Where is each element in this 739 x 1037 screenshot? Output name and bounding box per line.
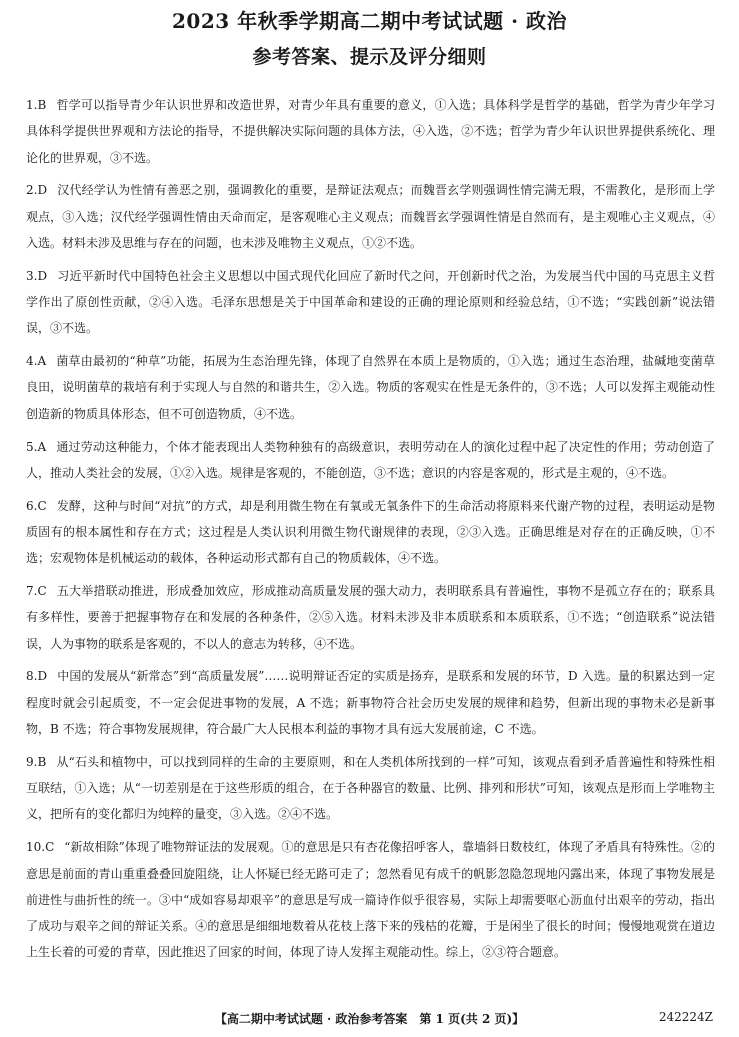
answer-item bbox=[26, 493, 715, 572]
answer-item bbox=[26, 578, 715, 657]
answer-item bbox=[26, 177, 715, 256]
answer-number: 8.D bbox=[26, 669, 48, 684]
answer-explanation: 菌草由最初的“种草”功能，拓展为生态治理先锋，体现了自然界在本质上是物质的，①入选；通过生态治理，盐碱地变菌草良田，说明菌草的栽培有利于实现人与自然的和谐共生，②入选。物质的客观实在性是无条件的，③不选；人可以发挥主观能动性创造新的物质具体形态，但不可创造物质，④不选。 bbox=[26, 354, 715, 421]
page-title: 2023 年秋季学期高二期中考试试题 · 政治 bbox=[171, 9, 567, 33]
page-subtitle: 参考答案、提示及评分细则 bbox=[252, 46, 487, 68]
answer-number: 2.D bbox=[26, 183, 48, 198]
answer-explanation: 哲学可以指导青少年认识世界和改造世界，对青少年具有重要的意义，①入选；具体科学是哲学的基础，哲学为青少年学习具体科学提供世界观和方法论的指导，不提供解决实际问题的具体方法，④入选，②不选；哲学为青少年认识世界提供系统化、理论化的世界观，③不选。 bbox=[26, 98, 715, 165]
footer-label: 【高二期中考试试题 · 政治参考答案 第 1 页(共 2 页)】 bbox=[214, 1012, 525, 1026]
answer-item bbox=[26, 263, 715, 342]
answer-item bbox=[26, 434, 715, 487]
answer-item bbox=[26, 348, 715, 427]
answer-explanation: 从“石头和植物中，可以找到同样的生命的主要原则，和在人类机体所找到的一样”可知，该观点看到矛盾普遍性和特殊性相互联结，①入选；从“一切差别是在于这些形质的组合，在于各种器官的数量、比例、排列和形状”可知，该观点是形而上学唯物主义，把所有的变化都归为纯粹的量变，③入选。②④不选。 bbox=[26, 754, 715, 822]
answer-number: 4.A bbox=[26, 354, 47, 369]
answer-item bbox=[26, 749, 715, 828]
answer-explanation: 五大举措联动推进，形成叠加效应，形成推动高质量发展的强大动力，表明联系具有普遍性，事物不是孤立存在的；联系具有多样性，要善于把握事物存在和发展的各种条件，②⑤入选。材料未涉及非本质联系和本质联系，①不选；“创造联系”说法错误，人为事物的联系是客观的，不以人的意志为转移，④不选。 bbox=[26, 584, 715, 651]
answer-explanation: 中国的发展从“新常态”到“高质量发展”……说明辩证否定的实质是扬弃，是联系和发展的环节，D 入选。量的积累达到一定程度时就会引起质变，不一定会促进事物的发展，A 不选；新事物符合社会历史发展的规律和趋势，但新出现的事物未必是新事物，B 不选；符合事物发展规律，符合最广大人民根本利益的事物才具有远大发展前途，C 不选。 bbox=[26, 669, 715, 737]
answer-number: 1.B bbox=[26, 98, 47, 112]
answer-explanation: 通过劳动这种能力，个体才能表现出人类物种独有的高级意识，表明劳动在人的演化过程中起了决定性的作用；劳动创造了人，推动人类社会的发展，①②入选。规律是客观的，不能创造，③不选；意识的内容是客观的，形式是主观的，④不选。 bbox=[26, 439, 715, 480]
page-footer bbox=[0, 1010, 739, 1030]
answer-item bbox=[26, 663, 715, 742]
answer-number: 3.D bbox=[26, 268, 48, 283]
answer-explanation: “新故相除”体现了唯物辩证法的发展观。①的意思是只有杏花像招呼客人，靠墙斜日数枝红，体现了矛盾具有特殊性。②的意思是前面的青山重重叠叠回旋阻绕，让人怀疑已经无路可走了；忽然看见有成千的帆影忽隐忽现地闪露出来，体现了事物发展是前进性与曲折性的统一。③中“成如容易却艰辛”的意思是写成一篇诗作似乎很容易，实际上却需要呕心沥血付出艰辛的劳动，指出了成功与艰辛之间的辩证关系。④的意思是细细地数着从花枝上落下来的残枯的花瓣，于是闲坐了很长的时间；慢慢地观赏在道边上生长着的可爱的青草，因此推迟了回家的时间，体现了诗人发挥主观能动性。综上，②③符合题意。 bbox=[26, 840, 715, 960]
document-code: 242224Z bbox=[658, 1010, 713, 1024]
answer-number: 9.B bbox=[26, 754, 47, 769]
answer-item bbox=[26, 834, 715, 965]
answer-explanation: 汉代经学认为性情有善恶之别，强调教化的重要，是辩证法观点；而魏晋玄学则强调性情完满无瑕，不需教化，是形而上学观点，③入选；汉代经学强调性情由天命而定，是客观唯心主义观点；而魏晋玄学强调性情是自然而有，是主观唯心主义观点，④入选。材料未涉及思维与存在的问题，也未涉及唯物主义观点，①②不选。 bbox=[26, 183, 715, 250]
answer-number: 10.C bbox=[26, 840, 55, 855]
answer-number: 5.A bbox=[26, 439, 47, 454]
answer-explanation: 发酵，这种与时间“对抗”的方式，却是利用微生物在有氧或无氧条件下的生命活动将原料来代谢产物的过程，表明运动是物质固有的根本属性和存在方式；这过程是人类认识利用微生物代谢规律的表现，②③入选。正确思维是对存在的正确反映，①不选；宏观物体是机械运动的载体，各种运动形式都有自己的物质载体，④不选。 bbox=[26, 498, 715, 566]
answer-item bbox=[26, 92, 715, 171]
answer-number: 6.C bbox=[26, 498, 47, 513]
answer-number: 7.C bbox=[26, 584, 47, 599]
answer-explanation: 习近平新时代中国特色社会主义思想以中国式现代化回应了新时代之问，开创新时代之治，为发展当代中国的马克思主义哲学作出了原创性贡献，②④入选。毛泽东思想是关于中国革命和建设的正确的理论原则和经验总结，①不选；“实践创新”说法错误，③不选。 bbox=[26, 268, 715, 336]
answer-list bbox=[26, 92, 715, 972]
